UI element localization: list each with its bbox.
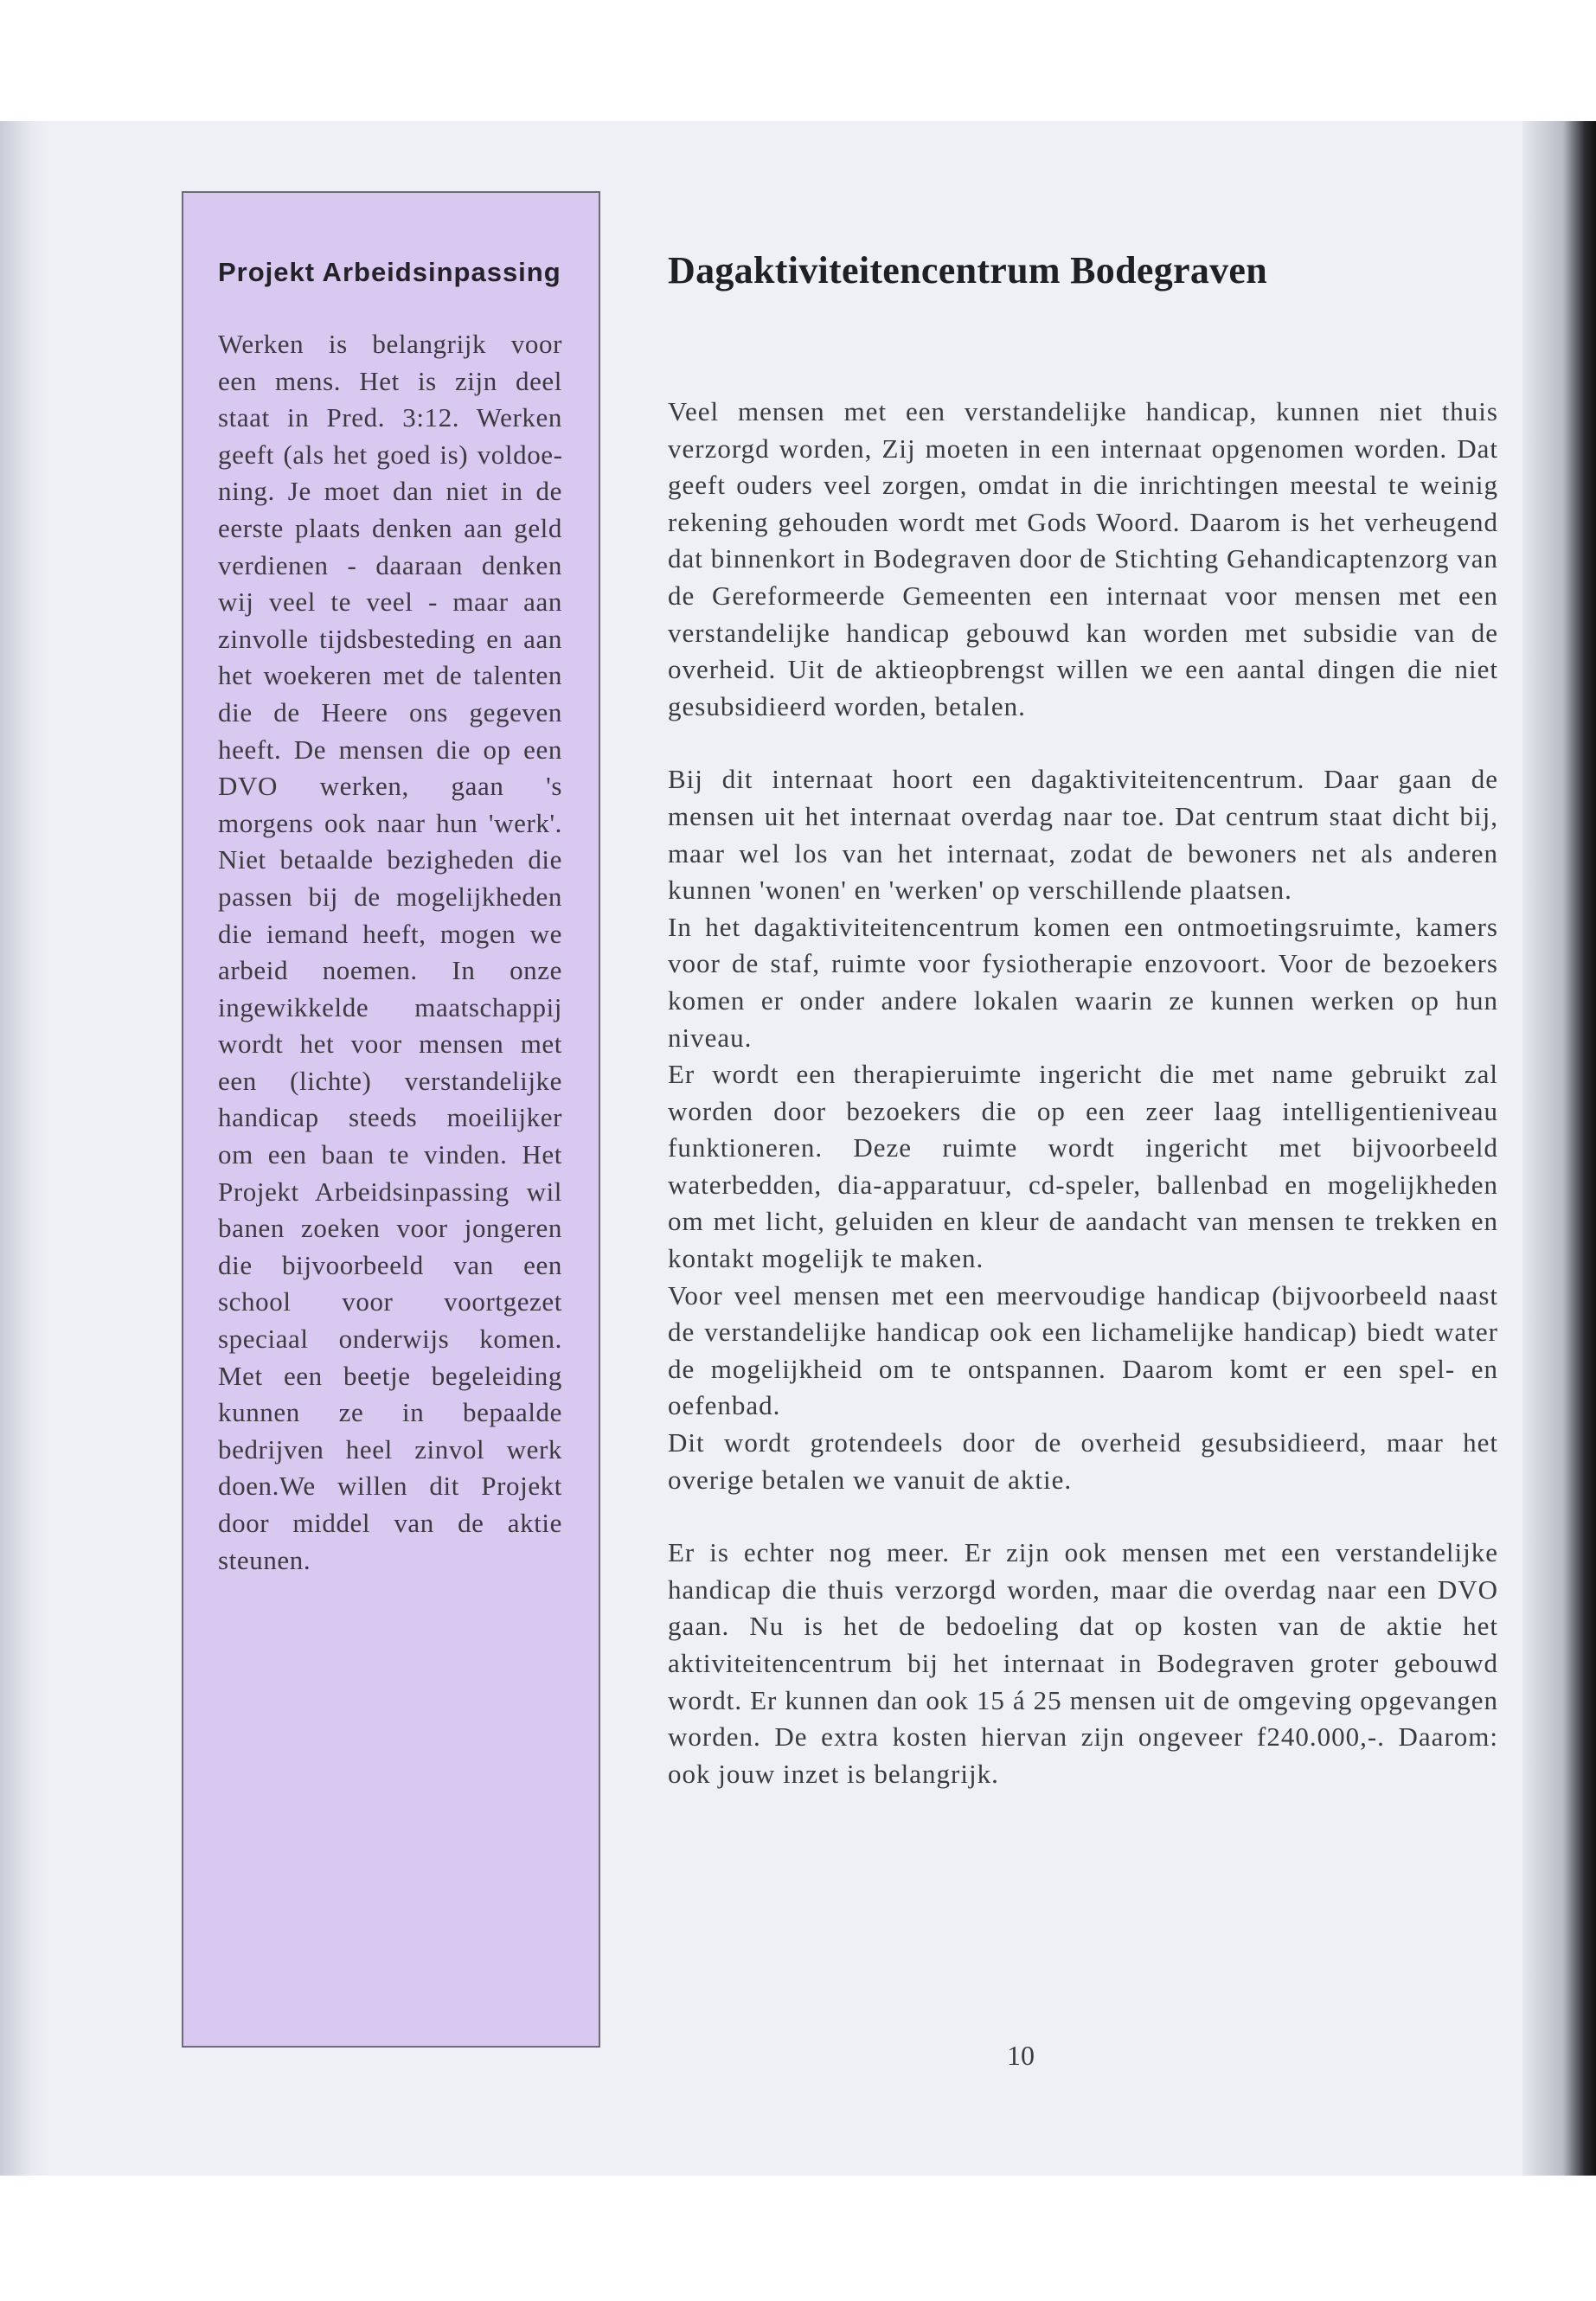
article-title: Dagaktiviteitencentrum Bodegraven bbox=[668, 249, 1268, 292]
page-number: 10 bbox=[1007, 2040, 1035, 2071]
article-paragraph: Voor veel mensen met een meervoudige handicap (bijvoorbeeld naast de verstandelijke handicap ook een lichamelijke handicap) biedt water de mogelijkheid om te ontspannen. Daarom komt er een spel- en oefenbad. bbox=[668, 1279, 1498, 1421]
article-paragraph: Bij dit internaat hoort een dagaktiviteitencentrum. Daar gaan de mensen uit het internaat overdag naar toe. Dat centrum staat dicht bij, maar wel los van het internaat, zodat de bewoners net als anderen kunnen 'wonen' en 'werken' op verschillende plaatsen. bbox=[668, 764, 1498, 906]
article-paragraph: Veel mensen met een verstandelijke handicap, kunnen niet thuis verzorgd worden, Zij moeten in een internaat opgenomen worden. Dat geeft ouders veel zorgen, omdat in die inrichtingen meestal te weinig rekening gehouden wordt met Gods Woord. Daarom is het verheugend dat binnenkort in Bodegraven door de Stichting Gehandicaptenzorg van de Gereformeerde Gemeenten een internaat voor mensen met een verstandelijke handicap gebouwd kan worden met subsidie van de overheid. Uit de aktieopbrengst willen we een aantal dingen die niet gesubsidieerd worden, betalen. bbox=[668, 396, 1498, 721]
sidebar-text: Werken is belangrijk voor een mens. Het is zijn deel staat in Pred. 3:12. Werken geeft (als het goed is) voldoening. Je moet dan niet in de eerste plaats denken aan geld verdienen - daaraan denken wij veel te veel - maar aan zinvolle tijdsbesteding en aan het woekeren met de talenten die de Heere ons gegeven heeft. De mensen die op een DVO werken, gaan 's morgens ook naar hun 'werk'. Niet betaalde bezigheden die passen bij de mogelijkheden die iemand heeft, mogen we arbeid noemen. In onze ingewikkelde maatschappij wordt het voor mensen met een (lichte) verstandelijke handicap steeds moeilijker om een baan te vinden. Het Projekt Arbeidsinpassing wil banen zoeken voor jongeren die bijvoorbeeld van een school voor voortgezet speciaal onderwijs komen. Met een beetje begeleiding kunnen ze in bepaalde bedrijven heel zinvol werk doen.We willen dit Projekt door middel van de aktie steunen. bbox=[218, 329, 562, 1575]
sidebar-title: Projekt Arbeidsinpassing bbox=[218, 257, 561, 287]
article-body bbox=[668, 394, 1498, 1792]
article-paragraph: Er is echter nog meer. Er zijn ook mensen met een verstandelijke handicap die thuis verzorgd worden, maar die overdag naar een DVO gaan. Nu is het de bedoeling dat op kosten van de aktie het aktiviteitencentrum bij het internaat in Bodegraven groter gebouwd wordt. Er kunnen dan ook 15 á 25 mensen uit de omgeving opgevangen worden. De extra kosten hiervan zijn ongeveer f240.000,-. Daarom: ook jouw inzet is belangrijk. bbox=[668, 1537, 1498, 1789]
page-stack-edge bbox=[1522, 121, 1596, 2176]
article-paragraph: In het dagaktiviteitencentrum komen een ontmoetingsruimte, kamers voor de staf, ruimte voor fysiotherapie enzovoort. Voor de bezoekers komen er onder andere lokalen waarin ze kunnen werken op hun niveau. bbox=[668, 911, 1498, 1053]
sidebar-box bbox=[182, 191, 600, 2048]
article-paragraph: Dit wordt grotendeels door de overheid gesubsidieerd, maar het overige betalen we vanuit de aktie. bbox=[668, 1427, 1498, 1495]
article-paragraph: Er wordt een therapieruimte ingericht die met name gebruikt zal worden door bezoekers die op een zeer laag intelligentieniveau funktioneren. Deze ruimte wordt ingericht met bijvoorbeeld waterbedden, dia-apparatuur, cd-speler, ballenbad en mogelijkheden om met licht, geluiden en kleur de aandacht van mensen te trekken en kontakt mogelijk te maken. bbox=[668, 1059, 1498, 1274]
page-binding-edge bbox=[0, 121, 52, 2176]
